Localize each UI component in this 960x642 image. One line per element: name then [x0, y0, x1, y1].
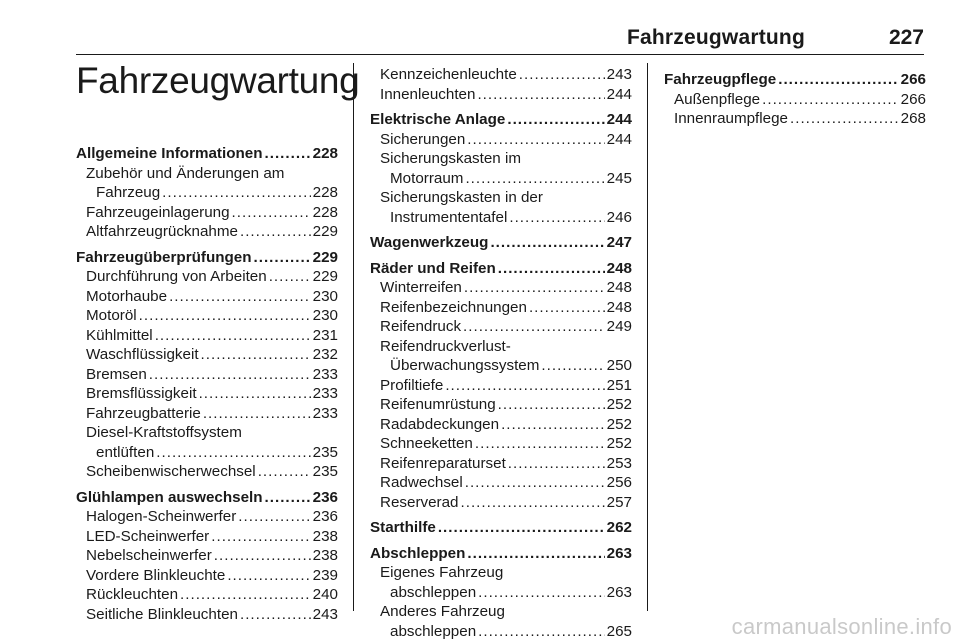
toc-entry[interactable]	[370, 395, 632, 415]
toc-entry-page-number: 230	[312, 287, 338, 305]
toc-entry-label: Profiltiefe	[380, 376, 444, 394]
toc-entry-label: Reifendruckverlust-	[380, 337, 511, 355]
toc-entry-page-number: 236	[312, 488, 338, 506]
toc-entry-continuation[interactable]	[76, 183, 338, 203]
toc-entry-label: Anderes Fahrzeug	[380, 603, 505, 620]
toc-entry-label: Fahrzeugeinlagerung	[86, 203, 230, 221]
toc-entry-page-number: 244	[606, 130, 632, 148]
toc-entry[interactable]	[76, 546, 338, 566]
dot-leader	[203, 404, 311, 424]
toc-entry-page-number: 231	[312, 326, 338, 344]
toc-entry-page-number: 252	[606, 415, 632, 433]
toc-entry-page-number: 253	[606, 454, 632, 472]
dot-leader	[156, 443, 310, 463]
dot-leader	[240, 605, 311, 625]
toc-entry-page-number: 228	[312, 145, 338, 162]
toc-entry-page-number: 233	[312, 385, 338, 402]
toc-entry-label: Kennzeichenleuchte	[380, 66, 517, 83]
dot-leader	[541, 356, 604, 376]
toc-entry[interactable]	[370, 317, 632, 337]
toc-entry[interactable]	[76, 585, 338, 605]
toc-section-entry[interactable]	[370, 518, 632, 538]
toc-entry-page-number: 252	[606, 396, 632, 413]
toc-entry-label: Außenpflege	[674, 90, 761, 108]
toc-entry-page-number: 243	[606, 66, 632, 83]
toc-entry-label: Motorraum	[390, 169, 464, 187]
toc-entry-label: Starthilfe	[370, 519, 436, 536]
toc-entry-label: Halogen-Scheinwerfer	[86, 508, 237, 525]
toc-entry-page-number: 248	[606, 298, 632, 316]
toc-entry[interactable]	[370, 454, 632, 474]
dot-leader	[463, 317, 605, 337]
toc-entry-continuation[interactable]	[370, 622, 632, 642]
toc-entry[interactable]	[76, 203, 338, 223]
page-number: 227	[888, 26, 924, 49]
toc-entry[interactable]	[76, 507, 338, 527]
dot-leader	[498, 259, 605, 279]
toc-section-entry[interactable]	[370, 259, 632, 279]
dot-leader	[199, 384, 311, 404]
dot-leader	[232, 203, 311, 223]
column-divider-1	[353, 63, 354, 611]
toc-entry-label: Radabdeckungen	[380, 415, 500, 433]
toc-entry[interactable]	[370, 278, 632, 298]
toc-entry[interactable]	[370, 188, 632, 208]
toc-entry-page-number: 232	[312, 346, 338, 363]
toc-entry-label: Kühlmittel	[86, 326, 153, 344]
toc-entry[interactable]	[76, 462, 338, 482]
toc-entry-label: Seitliche Blinkleuchten	[86, 605, 238, 623]
toc-entry-page-number: 229	[312, 223, 338, 240]
toc-entry-label: Diesel-Kraftstoffsystem	[86, 424, 242, 441]
dot-leader	[508, 454, 605, 474]
toc-entry[interactable]	[370, 130, 632, 150]
dot-leader	[465, 169, 604, 189]
chapter-title: Fahrzeugwartung	[76, 60, 360, 101]
toc-entry-page-number: 266	[900, 90, 926, 108]
toc-entry-page-number: 257	[606, 493, 632, 511]
toc-entry-page-number: 244	[606, 85, 632, 103]
toc-entry-label: Sicherungskasten im	[380, 150, 521, 167]
dot-leader	[214, 546, 311, 566]
dot-leader	[149, 365, 311, 385]
toc-entry-page-number: 251	[606, 376, 632, 394]
dot-leader	[254, 248, 311, 268]
dot-leader	[501, 415, 605, 435]
toc-section-entry[interactable]	[370, 233, 632, 253]
toc-entry[interactable]	[76, 605, 338, 625]
toc-entry-label: Fahrzeugüberprüfungen	[76, 248, 252, 266]
toc-entry-label: Glühlampen auswechseln	[76, 488, 263, 506]
toc-entry-label: Waschflüssigkeit	[86, 346, 199, 363]
dot-leader	[240, 222, 311, 242]
toc-entry-page-number: 250	[606, 357, 632, 374]
dot-leader	[477, 85, 604, 105]
toc-entry-label: Räder und Reifen	[370, 259, 496, 277]
dot-leader	[498, 395, 605, 415]
toc-entry[interactable]	[370, 298, 632, 318]
toc-section-entry[interactable]	[370, 544, 632, 564]
toc-entry-label: Rückleuchten	[86, 586, 179, 603]
dot-leader	[227, 566, 310, 586]
toc-entry-label: Elektrische Anlage	[370, 111, 506, 128]
dot-leader	[238, 507, 310, 527]
toc-section-entry[interactable]	[76, 488, 338, 508]
toc-entry-label: Fahrzeugbatterie	[86, 404, 201, 422]
toc-entry-label: Instrumententafel	[390, 208, 508, 226]
dot-leader	[778, 70, 898, 90]
toc-entry-page-number: 239	[312, 566, 338, 584]
toc-entry-label: Vordere Blinkleuchte	[86, 566, 226, 584]
dot-leader	[465, 473, 605, 493]
toc-entry-label: Radwechsel	[380, 474, 463, 491]
toc-entry-label: Sicherungen	[380, 130, 466, 148]
dot-leader	[445, 376, 604, 396]
toc-entry-continuation[interactable]	[370, 169, 632, 189]
toc-entry-page-number: 230	[312, 307, 338, 324]
toc-entry-label: Winterreifen	[380, 279, 462, 296]
toc-entry-label: Allgemeine Informationen	[76, 145, 263, 162]
toc-entry-page-number: 265	[606, 622, 632, 640]
toc-entry-page-number: 262	[606, 519, 632, 536]
toc-entry[interactable]	[370, 602, 632, 622]
toc-entry[interactable]	[370, 434, 632, 454]
toc-entry[interactable]	[76, 222, 338, 242]
toc-entry-page-number: 252	[606, 435, 632, 452]
dot-leader	[201, 345, 311, 365]
toc-entry-page-number: 238	[312, 547, 338, 564]
toc-entry[interactable]	[76, 566, 338, 586]
toc-entry[interactable]	[76, 527, 338, 547]
toc-entry-page-number: 228	[312, 184, 338, 201]
dot-leader	[461, 493, 605, 513]
toc-entry-label: LED-Scheinwerfer	[86, 527, 210, 545]
toc-entry-label: abschleppen	[390, 583, 477, 601]
dot-leader	[519, 65, 605, 85]
toc-entry-page-number: 249	[606, 318, 632, 335]
toc-entry-page-number: 245	[606, 169, 632, 187]
toc-entry-page-number: 248	[606, 259, 632, 277]
dot-leader	[180, 585, 311, 605]
column-divider-2	[647, 63, 648, 611]
toc-entry[interactable]	[76, 384, 338, 404]
dot-leader	[490, 233, 604, 253]
toc-entry-label: Abschleppen	[370, 544, 466, 562]
toc-entry[interactable]	[370, 337, 632, 357]
toc-entry-continuation[interactable]	[370, 583, 632, 603]
toc-entry-page-number: 235	[312, 463, 338, 480]
dot-leader	[258, 462, 311, 482]
toc-entry-page-number: 266	[900, 71, 926, 88]
dot-leader	[507, 110, 604, 130]
dot-leader	[265, 488, 311, 508]
toc-entry-label: Schneeketten	[380, 435, 473, 452]
dot-leader	[467, 544, 604, 564]
toc-entry-continuation[interactable]	[76, 443, 338, 463]
dot-leader	[464, 278, 605, 298]
toc-entry-page-number: 235	[312, 443, 338, 461]
toc-entry-label: Sicherungskasten in der	[380, 189, 543, 206]
toc-section-entry[interactable]	[664, 70, 926, 90]
toc-entry-label: Innenleuchten	[380, 85, 476, 103]
toc-column-3	[664, 70, 926, 129]
toc-entry-page-number: 244	[606, 111, 632, 128]
toc-section-entry[interactable]	[76, 144, 338, 164]
toc-entry-page-number: 263	[606, 583, 632, 601]
toc-column-1	[76, 144, 338, 624]
running-header-title: Fahrzeugwartung	[626, 26, 805, 49]
dot-leader	[155, 326, 311, 346]
watermark: carmanualsonline.info	[731, 614, 952, 639]
toc-entry-label: Scheibenwischerwechsel	[86, 463, 256, 480]
toc-entry-label: abschleppen	[390, 622, 477, 640]
toc-entry-page-number: 233	[312, 365, 338, 383]
toc-entry[interactable]	[76, 423, 338, 443]
dot-leader	[211, 527, 310, 547]
toc-entry-label: Reserverad	[380, 493, 459, 511]
toc-entry[interactable]	[370, 563, 632, 583]
dot-leader	[139, 306, 311, 326]
toc-entry-label: Motoröl	[86, 307, 137, 324]
toc-entry[interactable]	[76, 326, 338, 346]
toc-entry[interactable]	[370, 376, 632, 396]
toc-entry-label: Nebelscheinwerfer	[86, 547, 212, 564]
toc-entry[interactable]	[370, 65, 632, 85]
toc-entry-page-number: 256	[606, 474, 632, 491]
toc-entry-page-number: 228	[312, 203, 338, 221]
toc-entry[interactable]	[370, 85, 632, 105]
toc-entry[interactable]	[76, 287, 338, 307]
toc-entry[interactable]	[664, 90, 926, 110]
toc-entry-label: Innenraumpflege	[674, 110, 788, 127]
toc-entry-page-number: 229	[312, 248, 338, 266]
dot-leader	[265, 144, 311, 164]
toc-entry-label: Wagenwerkzeug	[370, 234, 489, 251]
toc-entry-page-number: 236	[312, 508, 338, 525]
toc-entry[interactable]	[370, 149, 632, 169]
toc-entry[interactable]	[76, 404, 338, 424]
toc-entry-continuation[interactable]	[370, 356, 632, 376]
dot-leader	[269, 267, 311, 287]
toc-entry[interactable]	[76, 365, 338, 385]
toc-entry-label: entlüften	[96, 443, 155, 461]
dot-leader	[162, 183, 310, 203]
toc-entry[interactable]	[76, 345, 338, 365]
toc-entry-label: Durchführung von Arbeiten	[86, 268, 267, 285]
toc-entry-page-number: 238	[312, 527, 338, 545]
toc-entry-label: Reifendruck	[380, 318, 462, 335]
dot-leader	[790, 109, 899, 129]
toc-entry-label: Eigenes Fahrzeug	[380, 564, 504, 581]
toc-entry-page-number: 233	[312, 404, 338, 422]
toc-entry-label: Altfahrzeugrücknahme	[86, 223, 238, 240]
toc-entry-page-number: 247	[606, 234, 632, 251]
toc-entry[interactable]	[370, 493, 632, 513]
toc-entry[interactable]	[664, 109, 926, 129]
toc-column-2	[370, 65, 632, 641]
toc-entry-page-number: 246	[606, 208, 632, 226]
dot-leader	[169, 287, 311, 307]
toc-entry-continuation[interactable]	[370, 208, 632, 228]
toc-entry-page-number: 263	[606, 544, 632, 562]
toc-entry-label: Überwachungssystem	[390, 357, 540, 374]
toc-entry[interactable]	[370, 415, 632, 435]
dot-leader	[438, 518, 605, 538]
toc-entry[interactable]	[76, 267, 338, 287]
toc-section-entry[interactable]	[370, 110, 632, 130]
toc-entry-label: Bremsflüssigkeit	[86, 385, 197, 402]
toc-entry-label: Reifenbezeichnungen	[380, 298, 527, 316]
dot-leader	[478, 583, 605, 603]
toc-entry-page-number: 268	[900, 110, 926, 127]
toc-entry-label: Reifenreparaturset	[380, 454, 506, 472]
toc-entry-label: Reifenumrüstung	[380, 396, 496, 413]
dot-leader	[762, 90, 899, 110]
toc-entry-page-number: 243	[312, 605, 338, 623]
toc-entry-label: Fahrzeugpflege	[664, 71, 777, 88]
toc-section-entry[interactable]	[76, 248, 338, 268]
toc-entry-page-number: 229	[312, 268, 338, 285]
toc-entry-label: Motorhaube	[86, 287, 168, 305]
toc-entry-label: Fahrzeug	[96, 184, 161, 201]
dot-leader	[475, 434, 605, 454]
toc-entry-label: Bremsen	[86, 365, 147, 383]
toc-entry-page-number: 248	[606, 279, 632, 296]
toc-entry[interactable]	[76, 306, 338, 326]
dot-leader	[509, 208, 604, 228]
dot-leader	[467, 130, 604, 150]
header-divider	[76, 54, 924, 55]
toc-entry[interactable]	[370, 473, 632, 493]
toc-entry-page-number: 240	[312, 586, 338, 603]
toc-entry[interactable]	[76, 164, 338, 184]
dot-leader	[478, 622, 605, 642]
dot-leader	[529, 298, 605, 318]
toc-entry-label: Zubehör und Änderungen am	[86, 164, 285, 182]
